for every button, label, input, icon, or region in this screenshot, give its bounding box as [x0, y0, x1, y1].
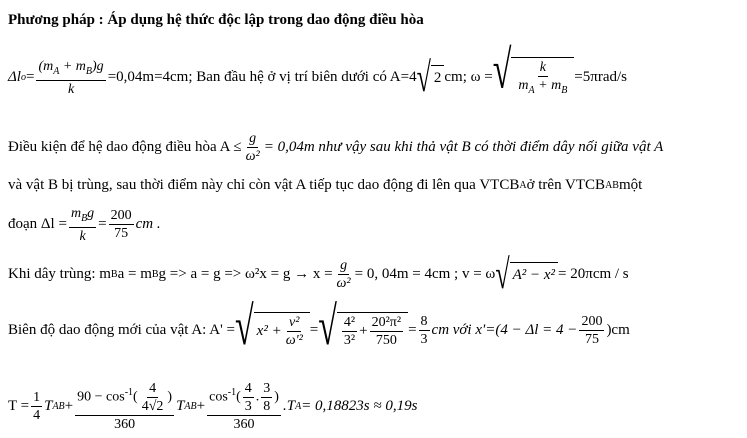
fraction-cos-1: $90 - \cos^{-1}$( $\frac{4}{4√2}$ ) 360 — [77, 381, 173, 432]
text: =5πrad/s — [574, 69, 627, 86]
fraction-g-omega-2: $\frac{g}{\text{ω²}}$ — [336, 258, 351, 291]
fraction-num: $(m_A + m_B)g$ — [36, 58, 105, 81]
text: = 0,04m như vậy sau khi thả vật B có thời điểm dây nối giữa vật A — [263, 139, 664, 155]
fraction-mass — [36, 58, 105, 98]
eq: = — [25, 69, 35, 86]
text: cm; ω = — [444, 69, 493, 86]
delta-l-sub: o — [20, 72, 26, 84]
sqrt-A-x: √ A² − x² — [495, 262, 558, 288]
sqrt-numeric: √ $\frac{\text{4²}}{\text{3²}}$ + $\frac{\text{20²π²}}{750}$ — [318, 312, 408, 349]
sub: A — [519, 180, 527, 191]
heading-text: Phương pháp : Áp dụng hệ thức độc lập trong dao động điều hòa — [8, 12, 424, 28]
delta-l: Δl — [8, 69, 21, 86]
text: đoạn Δl = — [8, 216, 67, 233]
formula-line-5: Khi dây trùng: m B a = m B g => a = g => ω²x = g → x = $\frac{g}{\text{ω²}}$ = 0, 04m = 4cm ; v = ω √ A² − x² = 20πcm / s — [8, 250, 629, 297]
sqrt: √ 2 — [417, 65, 445, 91]
fraction-omega: $\frac{k}{m_A + m_B}$ — [518, 60, 568, 96]
sqrt-omega: √ $\frac{k}{m_A + m_B}$ — [493, 57, 575, 99]
text: Biên độ dao động mới của vật A: A' = — [8, 322, 235, 338]
formula-line-1 — [8, 41, 627, 101]
heading — [8, 12, 424, 29]
text: =0,04m=4cm; Ban đầu hệ ở vị trí biên dưới có A=4 — [107, 69, 417, 86]
formula-line-7: T = $\frac{1}{4}$ T AB + $90 - \cos^{-1}$( $\frac{4}{4√2}$ ) 360 T AB + $\cos^{-1}$( $\frac{4}{3}$ . $\frac{3}{8}$ ) 360 .T A = 0,18823s ≈ 0,19s — [8, 381, 418, 432]
sub: AB — [605, 180, 619, 191]
fraction-den: k — [67, 81, 75, 97]
text: T = — [8, 398, 30, 414]
fraction-mbg-k: $\frac{m_Bg}{k}$ — [70, 206, 95, 244]
text: Điều kiện để hệ dao động điều hòa A ≤ — [8, 139, 242, 155]
text: Khi dây trùng: m — [8, 266, 111, 282]
fraction-cos-2: $\cos^{-1}$( $\frac{4}{3}$ . $\frac{3}{8}$ ) 360 — [209, 381, 279, 432]
formula-line-6: Biên độ dao động mới của vật A: A' = √ x² + $\frac{\text{v²}}{\text{ω'²}}$ = √ $\frac{\text{4²}}{\text{3²}}$ + $\frac{\text{20²π²}}{750}$ = $\frac{8}{3}$ cm với x'=(4 − Δl = 4 − $\frac{200}{75}$ )cm — [8, 297, 630, 357]
sqrt-amplitude: √ x² + $\frac{\text{v²}}{\text{ω'²}}$ — [235, 312, 310, 349]
fraction-200-75: $\frac{200}{75}$ — [110, 208, 132, 242]
text-line-3 — [8, 177, 642, 194]
text: và vật B bị trùng, sau thời điểm này chỉ còn vật A tiếp tục dao động đi lên qua VTCB — [8, 177, 520, 193]
text: ở trên VTCB — [526, 177, 606, 193]
text: một — [618, 177, 643, 193]
formula-line-4: đoạn Δl = $\frac{m_Bg}{k}$ = $\frac{200}{75}$ cm . — [8, 206, 161, 244]
fraction-g-omega: $\frac{g}{\text{ω²}}$ — [245, 131, 260, 164]
formula-line-2 — [8, 130, 663, 165]
text: cm . — [135, 216, 161, 233]
